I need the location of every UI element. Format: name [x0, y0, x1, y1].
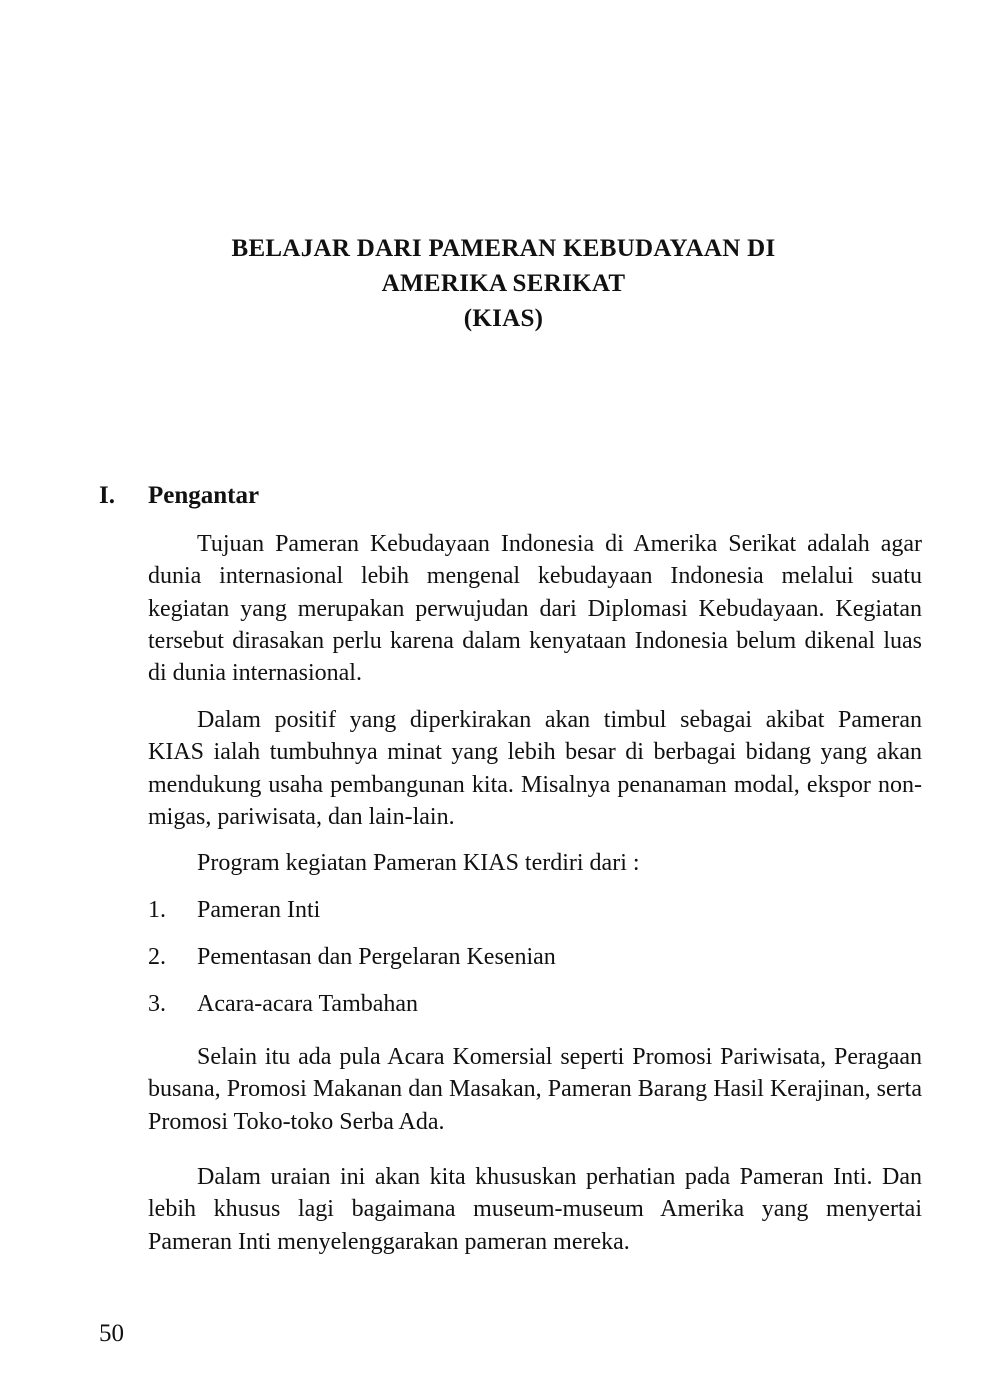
paragraph-program: Program kegiatan Pameran KIAS terdiri dari : [197, 850, 640, 876]
list-item-text: Acara-acara Tambahan [197, 991, 419, 1017]
list-item [148, 894, 556, 941]
document-title [0, 231, 1007, 336]
list-item-number: 1. [148, 897, 166, 923]
list-item-text: Pameran Inti [197, 897, 321, 923]
list-item-text: Pementasan dan Pergelaran Kesenian [197, 944, 556, 970]
section-number: I. [99, 482, 115, 509]
section-heading [99, 479, 259, 513]
title-line-3: (KIAS) [463, 305, 544, 332]
paragraph-commercial: Selain itu ada pula Acara Komersial seperti Promosi Pariwisata, Peragaan busana, Promosi Makanan dan Masakan, Pameran Barang Hasil Kerajinan, serta Promosi Toko-toko Serba Ada. [148, 1044, 922, 1135]
paragraph-impact: Dalam positif yang diperkirakan akan timbul sebagai akibat Pameran KIAS ialah tumbuhnya minat yang lebih besar di berbagai bidang yang akan mendukung usaha pembangunan kita. Misalnya penanaman modal, ekspor non-migas, pariwisata, dan lain-lain. [148, 707, 922, 830]
list-item-number: 3. [148, 991, 166, 1017]
title-line-2: AMERIKA SERIKAT [381, 270, 626, 297]
program-list [148, 894, 556, 1035]
list-item [148, 988, 556, 1035]
title-line-1: BELAJAR DARI PAMERAN KEBUDAYAAN DI [231, 235, 776, 262]
list-item-number: 2. [148, 944, 166, 970]
paragraph-focus: Dalam uraian ini akan kita khususkan perhatian pada Pameran Inti. Dan lebih khusus lagi bagaimana museum-museum Amerika yang menyertai Pameran Inti menyelenggarakan pameran mereka. [148, 1164, 922, 1255]
section-title: Pengantar [148, 482, 260, 509]
page-number: 50 [99, 1320, 124, 1347]
paragraph-intro: Tujuan Pameran Kebudayaan Indonesia di Amerika Serikat adalah agar dunia internasional lebih mengenal kebudayaan Indonesia melalui suatu kegiatan yang merupakan perwujudan dari Diplomasi Kebudayaan. Kegiatan tersebut dirasakan perlu karena dalam kenyataan Indonesia belum dikenal luas di dunia internasional. [148, 531, 922, 687]
list-item [148, 941, 556, 988]
